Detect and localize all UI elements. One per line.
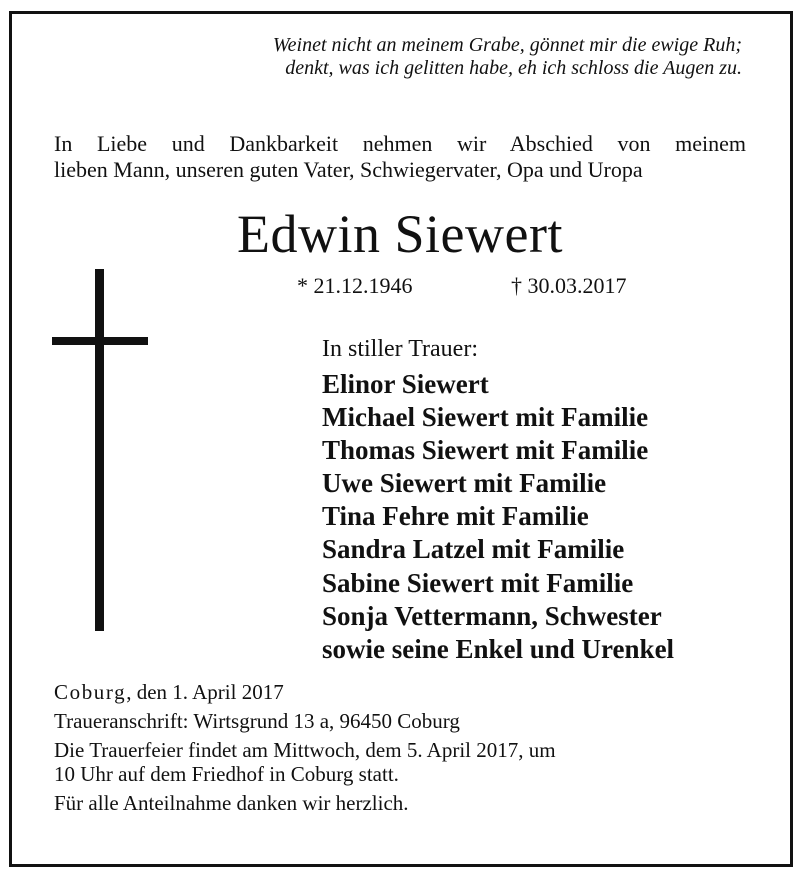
deceased-name: Edwin Siewert xyxy=(237,204,563,264)
place-date xyxy=(54,680,754,704)
mourner-name: Sandra Latzel mit Familie xyxy=(322,534,625,565)
epitaph-poem xyxy=(142,34,742,80)
cross-vertical-bar xyxy=(95,269,104,631)
birth-date: * 21.12.1946 xyxy=(297,273,413,298)
notice-date: , den 1. April 2017 xyxy=(126,680,284,704)
mourner-name: Uwe Siewert mit Familie xyxy=(322,468,607,499)
poem-line: denkt, was ich gelitten habe, eh ich schloss die Augen zu. xyxy=(285,57,742,79)
service-line: Die Trauerfeier findet am Mittwoch, dem 5. April 2017, um xyxy=(54,738,556,762)
mourners-list xyxy=(322,368,674,666)
mourner-name: Sabine Siewert mit Familie xyxy=(322,567,634,598)
intro-line: lieben Mann, unseren guten Vater, Schwiegervater, Opa und Uropa xyxy=(54,157,643,182)
mourners-label: In stiller Trauer: xyxy=(322,336,478,362)
service-line: 10 Uhr auf dem Friedhof in Coburg statt. xyxy=(54,762,399,786)
footer-info xyxy=(54,680,754,820)
death-date: † 30.03.2017 xyxy=(511,273,627,298)
funeral-service-info xyxy=(54,738,754,786)
mourning-address: Traueranschrift: Wirtsgrund 13 a, 96450 Coburg xyxy=(54,709,460,733)
mourner-name: Tina Fehre mit Familie xyxy=(322,501,589,532)
city-name: Coburg xyxy=(54,680,127,704)
cross-horizontal-bar xyxy=(52,337,148,345)
thanks-line: Für alle Anteilnahme danken wir herzlich. xyxy=(54,791,409,815)
poem-line: Weinet nicht an meinem Grabe, gönnet mir die ewige Ruh; xyxy=(272,34,742,56)
mourner-name: Michael Siewert mit Familie xyxy=(322,402,649,433)
mourner-name: sowie seine Enkel und Urenkel xyxy=(322,633,675,664)
intro-text xyxy=(54,131,746,183)
mourner-name: Sonja Vettermann, Schwester xyxy=(322,600,662,631)
intro-line: In Liebe und Dankbarkeit nehmen wir Abschied von meinem xyxy=(54,131,746,156)
mourner-name: Elinor Siewert xyxy=(322,369,489,399)
mourner-name: Thomas Siewert mit Familie xyxy=(322,435,649,466)
